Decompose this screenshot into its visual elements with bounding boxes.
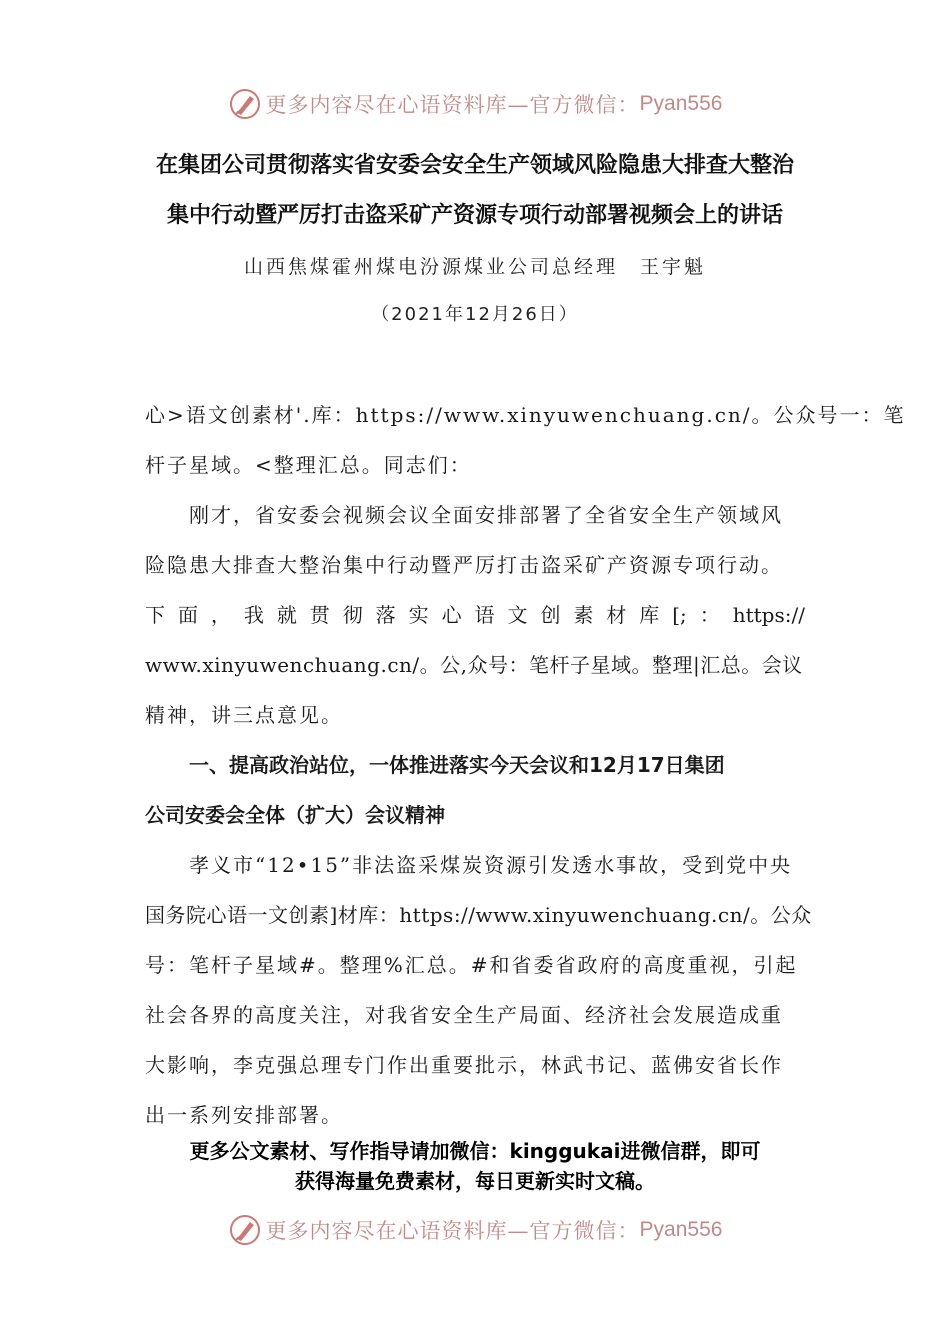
- body-line: 国务院心语一文创素]材库：https://www.xinyuwenchuang.cn/。公众: [145, 903, 812, 927]
- justified-token: 文: [507, 603, 528, 627]
- body-line: www.xinyuwenchuang.cn/。公,众号：笔杆子星域。整理|汇总。会议: [145, 653, 803, 677]
- body-line: 精神，讲三点意见。: [145, 703, 343, 727]
- watermark-banner-bottom: [0, 1210, 950, 1250]
- banner-wechat-id: Pyan556: [639, 1218, 723, 1241]
- section-heading: 一、提高政治站位，一体推进落实今天会议和12月17日集团: [189, 753, 725, 777]
- body-line: 大影响，李克强总理专门作出重要批示，林武书记、蓝佛安省长作: [145, 1053, 783, 1077]
- pen-logo-icon: [228, 1213, 262, 1247]
- justified-body-line: [145, 590, 805, 640]
- justified-token: 彻: [342, 603, 363, 627]
- justified-token: 创: [540, 603, 561, 627]
- justified-token: 就: [276, 603, 297, 627]
- justified-token: 库: [639, 603, 660, 627]
- justified-token: 落: [375, 603, 396, 627]
- banner-text: 更多内容尽在心语资料库—官方微信：: [265, 1219, 640, 1243]
- justified-token: 下: [145, 603, 165, 627]
- justified-token: 材: [606, 603, 627, 627]
- section-heading: 公司安委会全体（扩大）会议精神: [145, 803, 445, 827]
- document-title-line2: 集中行动暨严厉打击盗采矿产资源专项行动部署视频会上的讲话: [166, 203, 783, 228]
- body-line: 杆子星域。<整理汇总。同志们：: [145, 453, 472, 477]
- justified-token: ，: [210, 603, 231, 627]
- banner-text: 更多内容尽在心语资料库—官方微信：: [265, 93, 640, 117]
- justified-token: 素: [573, 603, 594, 627]
- date-line: （2021年12月26日）: [371, 304, 579, 325]
- pen-logo-icon: [228, 87, 262, 121]
- justified-token: 我: [243, 603, 264, 627]
- body-line: 心>语文创素材'.库：https://www.xinyuwenchuang.cn/。公众号一：笔: [145, 403, 906, 427]
- promo-line2: 获得海量免费素材，每日更新实时文稿。: [295, 1169, 655, 1193]
- justified-token: 语: [474, 603, 495, 627]
- body-line: 号：笔杆子星域#。整理%汇总。#和省委省政府的高度重视，引起: [145, 953, 798, 977]
- justified-token: 贯: [309, 603, 330, 627]
- body-line: 险隐患大排查大整治集中行动暨严厉打击盗采矿产资源专项行动。: [145, 553, 783, 577]
- justified-token: ：: [699, 603, 720, 627]
- author-line: 山西焦煤霍州煤电汾源煤业公司总经理 王宇魁: [243, 256, 706, 278]
- promo-line1: 更多公文素材、写作指导请加微信：kinggukai进微信群，即可: [189, 1139, 761, 1163]
- justified-token: 心: [441, 603, 462, 627]
- body-line: 刚才，省安委会视频会议全面安排部署了全省安全生产领域风: [189, 503, 783, 527]
- body-line: 出一系列安排部署。: [145, 1103, 343, 1127]
- document-title-line1: 在集团公司贯彻落实省安委会安全生产领域风险隐患大排查大整治: [155, 153, 794, 178]
- promo-notice: [0, 1136, 950, 1196]
- watermark-banner-top: [0, 84, 950, 124]
- body-line: 孝义市“12•15”非法盗采煤炭资源引发透水事故，受到党中央: [189, 853, 793, 877]
- justified-token: [;: [672, 603, 687, 627]
- justified-token: 实: [408, 603, 429, 627]
- document-body: [145, 390, 906, 1140]
- justified-token: https://: [732, 603, 805, 627]
- banner-wechat-id: Pyan556: [639, 92, 723, 115]
- body-line: 社会各界的高度关注，对我省安全生产局面、经济社会发展造成重: [145, 1003, 783, 1027]
- justified-token: 面: [177, 603, 198, 627]
